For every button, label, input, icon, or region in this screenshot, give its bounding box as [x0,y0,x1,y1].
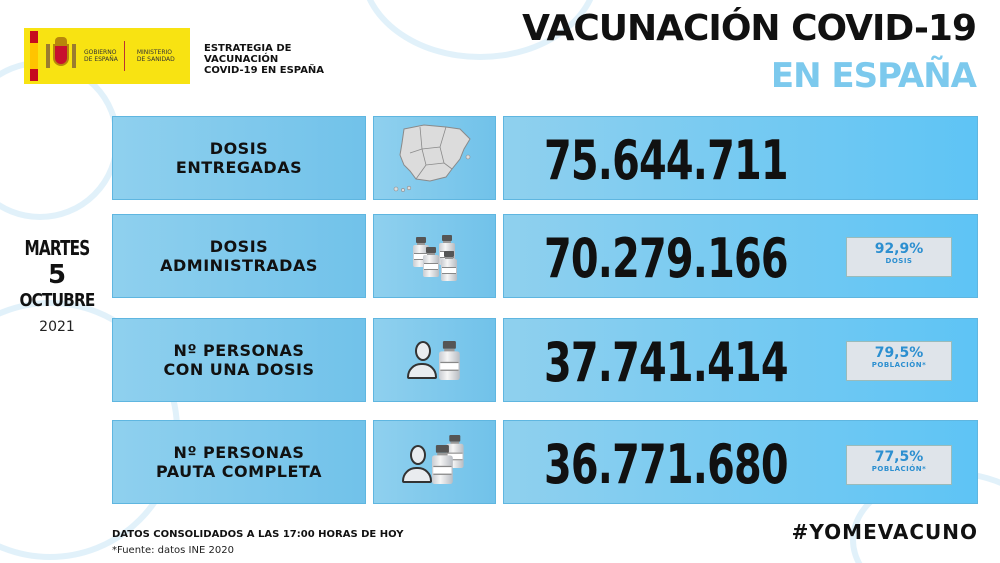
stat-value-cell [503,318,978,402]
date-weekday: MARTES [24,236,90,260]
strategy-title: ESTRATEGIA DE VACUNACIÓN COVID-19 EN ESPAÑA [204,43,325,76]
stat-value: 75.644.711 [544,129,788,192]
stat-value: 70.279.166 [544,227,788,290]
stat-row-doses-delivered [112,116,978,200]
hashtag: #YOMEVACUNO [791,520,978,544]
spain-map-icon [390,119,480,197]
government-logo [24,28,190,84]
stat-icon-cell [373,420,496,504]
stat-value-cell [503,214,978,298]
percentage-badge [846,445,952,485]
ministry-name: MINISTERIO DE SANIDAD [136,49,175,63]
date-day: 5 [47,260,67,290]
government-name: GOBIERNO DE ESPAÑA [84,49,118,63]
data-source: *Fuente: datos INE 2020 [112,545,234,556]
percentage-caption: POBLACIÓN* [871,361,927,369]
report-date [12,236,102,335]
stat-label-cell [112,318,366,402]
stat-row-doses-administered [112,214,978,298]
stat-icon-cell [373,318,496,402]
data-note: DATOS CONSOLIDADOS A LAS 17:00 HORAS DE HOY [112,529,404,540]
stat-label: DOSIS ENTREGADAS [175,139,303,177]
stat-icon-cell [373,116,496,200]
coat-of-arms-icon [44,34,78,78]
stat-value-cell [503,116,978,200]
percentage-badge [846,341,952,381]
percentage-caption: POBLACIÓN* [871,465,927,473]
stat-label-cell [112,214,366,298]
percentage-caption: DOSIS [885,257,913,265]
percentage-value: 92,9% [874,241,924,257]
stat-label-cell [112,420,366,504]
date-month: OCTUBRE [19,290,95,311]
page-subtitle: EN ESPAÑA [770,56,976,96]
stat-label: Nº PERSONAS PAUTA COMPLETA [156,443,322,481]
date-year: 2021 [39,319,75,335]
percentage-value: 77,5% [874,449,924,465]
vaccine-vials-icon [409,231,461,281]
stat-row-people-one-dose [112,318,978,402]
stat-value: 36.771.680 [544,433,788,496]
stat-row-people-full-schedule [112,420,978,504]
stat-value: 37.741.414 [544,331,788,394]
percentage-value: 79,5% [874,345,924,361]
person-two-vials-icon [402,435,468,489]
stat-icon-cell [373,214,496,298]
stat-label: Nº PERSONAS CON UNA DOSIS [163,341,315,379]
percentage-badge [846,237,952,277]
stat-label-cell [112,116,366,200]
page-title: VACUNACIÓN COVID-19 [522,8,976,49]
stat-label: DOSIS ADMINISTRADAS [160,237,318,275]
spain-flag-icon [30,31,38,81]
background-brush-stroke [0,60,120,220]
person-vial-icon [407,335,463,385]
stat-value-cell [503,420,978,504]
logo-divider [124,41,125,71]
